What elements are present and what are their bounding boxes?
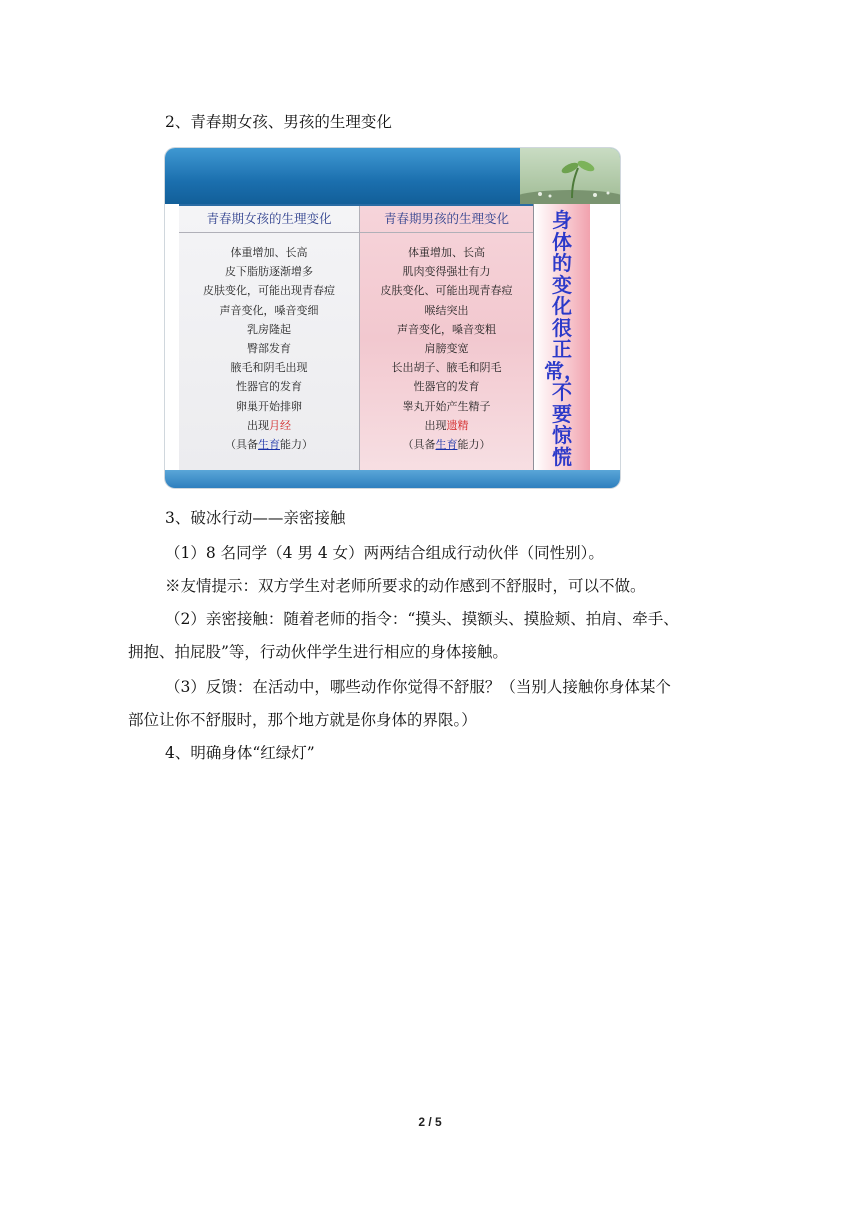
heading-section-2: 2、青春期女孩、男孩的生理变化 <box>165 113 392 131</box>
list-item: 肩膀变宽 <box>424 341 469 355</box>
list-item: 声音变化，嗓音变粗 <box>397 322 496 336</box>
activity-item-1: （1）8 名同学（4 男 4 女）两两结合组成行动伙伴（同性别）。 <box>165 544 604 562</box>
activity-item-2-line-1: （2）亲密接触：随着老师的指令：“摸头、摸额头、摸脸颊、拍肩、牵手、 <box>165 610 679 628</box>
heading-section-4: 4、明确身体“红绿灯” <box>165 744 315 762</box>
slide-bottom-banner <box>165 470 620 488</box>
list-item: 皮下脂肪逐渐增多 <box>225 265 313 279</box>
activity-item-3-line-2: 部位让你不舒服时，那个地方就是你身体的界限。） <box>128 711 477 729</box>
list-item: 声音变化，嗓音变细 <box>219 303 319 317</box>
list-item: 喉结突出 <box>424 303 469 317</box>
list-item-period <box>179 416 359 435</box>
period-word: 月经 <box>269 418 291 432</box>
list-item: 睾丸开始产生精子 <box>402 399 491 413</box>
side-message-text: 身体的变化很正常，不要惊慌 <box>544 208 584 469</box>
boy-changes-column <box>360 206 533 472</box>
list-item: 长出胡子、腋毛和阴毛 <box>391 361 502 375</box>
friendly-tip: ※友情提示：双方学生对老师所要求的动作感到不舒服时，可以不做。 <box>165 577 646 595</box>
page-number: 2 / 5 <box>418 1115 442 1129</box>
ability-prefix: （具备 <box>225 437 258 451</box>
list-item: 皮肤变化、可能出现青春痘 <box>380 284 513 298</box>
heading-section-3: 3、破冰行动——亲密接触 <box>165 509 346 527</box>
list-item: 性器官的发育 <box>413 380 480 394</box>
list-item-emission <box>360 416 533 435</box>
girl-changes-list <box>179 233 359 454</box>
list-item: 皮肤变化，可能出现青春痘 <box>203 284 335 298</box>
boy-changes-list <box>360 233 533 454</box>
changes-table <box>179 204 533 472</box>
seedling-photo <box>520 148 620 204</box>
girl-changes-column <box>179 206 360 472</box>
list-item: 体重增加、长高 <box>408 246 485 259</box>
period-prefix: 出现 <box>247 418 269 432</box>
boy-column-header: 青春期男孩的生理变化 <box>360 206 533 233</box>
puberty-changes-slide-image <box>165 148 620 488</box>
list-item: 臀部发育 <box>247 341 291 355</box>
activity-item-2-line-2: 拥抱、拍屁股”等，行动伙伴学生进行相应的身体接触。 <box>128 643 508 661</box>
ability-prefix: （具备 <box>402 437 436 451</box>
ability-word: 生育 <box>435 437 458 451</box>
list-item-ability <box>360 435 533 454</box>
list-item: 肌肉变得强壮有力 <box>402 265 491 279</box>
side-message-panel <box>533 204 590 470</box>
list-item: 体重增加、长高 <box>230 246 308 259</box>
ability-word: 生育 <box>258 437 280 451</box>
activity-item-3-line-1: （3）反馈：在活动中，哪些动作你觉得不舒服？（当别人接触你身体某个 <box>165 678 671 696</box>
ability-suffix: 能力） <box>457 437 491 451</box>
list-item: 腋毛和阴毛出现 <box>230 361 308 375</box>
list-item-ability <box>179 435 359 454</box>
list-item: 性器官的发育 <box>236 380 302 394</box>
list-item: 乳房隆起 <box>247 322 291 336</box>
ability-suffix: 能力） <box>280 437 313 451</box>
emission-word: 遗精 <box>446 418 469 432</box>
emission-prefix: 出现 <box>424 418 447 432</box>
list-item: 卵巢开始排卵 <box>236 399 302 413</box>
girl-column-header: 青春期女孩的生理变化 <box>179 206 359 233</box>
